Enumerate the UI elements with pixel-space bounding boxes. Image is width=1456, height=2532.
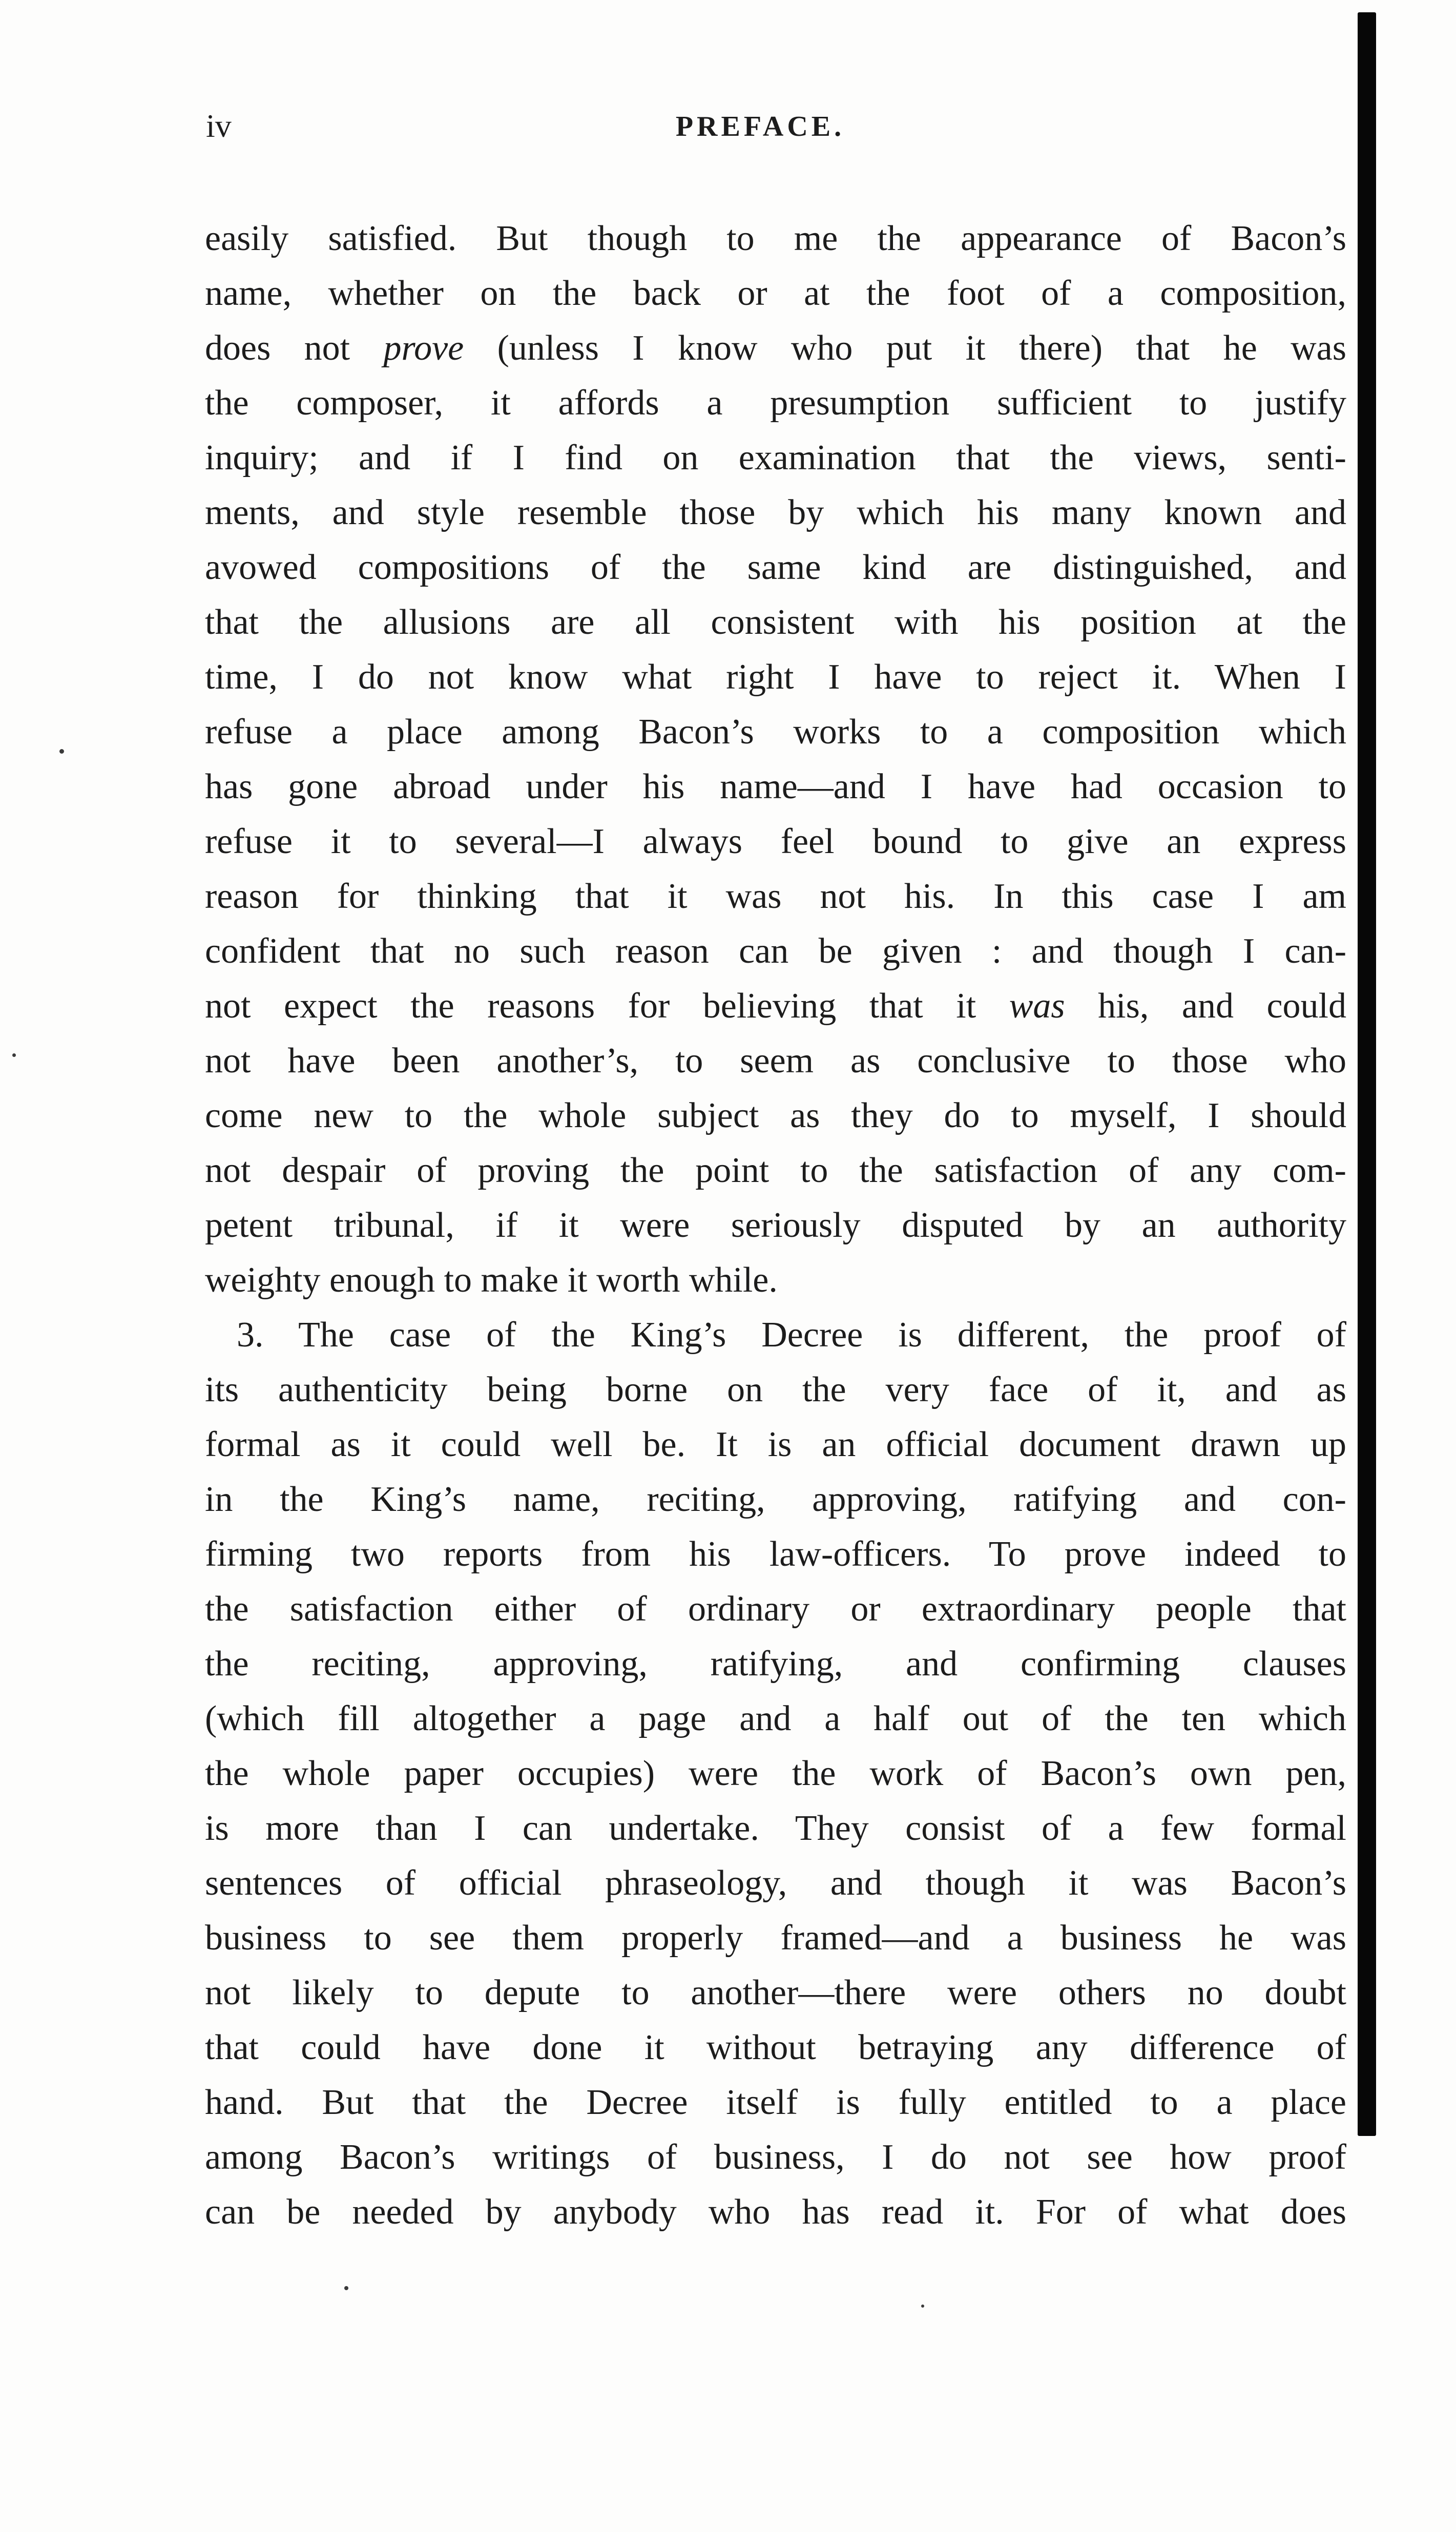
text-line (205, 1801, 1346, 1856)
text-segment: among Bacon’s writings of business, I do not see how proof (205, 2137, 1346, 2177)
text-segment: in the King’s name, reciting, approving, ratifying and con- (205, 1480, 1346, 1519)
text-line (205, 1198, 1346, 1253)
text-line (205, 540, 1346, 595)
text-segment: that the allusions are all consistent with his position at the (205, 603, 1346, 642)
text-segment: avowed compositions of the same kind are distinguished, and (205, 548, 1346, 587)
text-line (205, 2130, 1346, 2185)
text-line (205, 1143, 1346, 1198)
scan-speck (12, 1053, 16, 1057)
text-line (205, 1911, 1346, 1965)
text-line (205, 2075, 1346, 2130)
text-line (205, 2020, 1346, 2075)
text-segment: petent tribunal, if it were seriously disputed by an authority (205, 1206, 1346, 1245)
text-line (205, 1527, 1346, 1582)
text-segment: that could have done it without betraying any difference of (205, 2028, 1346, 2067)
text-line (205, 430, 1346, 485)
text-segment: the composer, it affords a presumption sufficient to justify (205, 383, 1346, 423)
text-block (205, 211, 1346, 2239)
paragraph (205, 1307, 1346, 2239)
italic-text-segment: was (1009, 986, 1065, 1026)
text-line (205, 1746, 1346, 1801)
page-header (205, 105, 1346, 151)
text-line (205, 1033, 1346, 1088)
text-line (205, 1965, 1346, 2020)
text-line (205, 1691, 1346, 1746)
text-line (205, 376, 1346, 430)
text-segment: firming two reports from his law-officers. To prove indeed to (205, 1534, 1346, 1574)
text-line (205, 1253, 1346, 1307)
text-segment: formal as it could well be. It is an official document drawn up (205, 1425, 1346, 1464)
text-line (205, 979, 1346, 1033)
text-segment: its authenticity being borne on the very face of it, and as (205, 1370, 1346, 1409)
text-segment: not expect the reasons for believing that it (205, 986, 1009, 1026)
text-segment: not have been another’s, to seem as conclusive to those who (205, 1041, 1346, 1081)
text-segment: name, whether on the back or at the foot of a composition, (205, 274, 1346, 313)
text-line (205, 1362, 1346, 1417)
text-segment: the whole paper occupies) were the work of Bacon’s own pen, (205, 1754, 1346, 1793)
text-line (205, 924, 1346, 979)
text-segment: reason for thinking that it was not his. In this case I am (205, 877, 1346, 916)
text-line (205, 2185, 1346, 2239)
text-line (205, 211, 1346, 266)
text-line (205, 266, 1346, 321)
scan-edge-bar (1358, 12, 1376, 2136)
italic-text-segment: prove (383, 328, 464, 368)
text-line (205, 869, 1346, 924)
text-segment: (unless I know who put it there) that he was (464, 328, 1346, 368)
text-line (205, 321, 1346, 376)
text-segment: 3. The case of the King’s Decree is different, the proof of (237, 1315, 1346, 1355)
text-line (205, 485, 1346, 540)
text-segment: the reciting, approving, ratifying, and confirming clauses (205, 1644, 1346, 1684)
text-line (205, 1417, 1346, 1472)
text-segment: easily satisfied. But though to me the appearance of Bacon’s (205, 219, 1346, 258)
text-line (205, 814, 1346, 869)
text-segment: not likely to depute to another—there were others no doubt (205, 1973, 1346, 2012)
text-segment: weighty enough to make it worth while. (205, 1260, 778, 1300)
text-line (205, 1582, 1346, 1636)
text-segment: refuse a place among Bacon’s works to a composition which (205, 712, 1346, 752)
text-line (205, 595, 1346, 650)
running-head-title: PREFACE. (675, 111, 845, 142)
page-number: iv (206, 108, 232, 144)
text-segment: has gone abroad under his name—and I have had occasion to (205, 767, 1346, 806)
text-line (205, 704, 1346, 759)
scan-speck (59, 749, 64, 754)
text-segment: the satisfaction either of ordinary or extraordinary people that (205, 1589, 1346, 1629)
text-segment: his, and could (1065, 986, 1346, 1026)
text-line (205, 759, 1346, 814)
scan-speck (921, 2305, 924, 2308)
text-segment: not despair of proving the point to the satisfaction of any com- (205, 1151, 1346, 1190)
text-segment: does not (205, 328, 384, 368)
text-segment: refuse it to several—I always feel bound to give an express (205, 822, 1346, 861)
text-line (205, 1856, 1346, 1911)
text-segment: can be needed by anybody who has read it. For of what does (205, 2192, 1346, 2232)
text-line (205, 1088, 1346, 1143)
text-segment: ments, and style resemble those by which his many known and (205, 493, 1346, 532)
text-segment: time, I do not know what right I have to reject it. When I (205, 657, 1346, 697)
text-segment: is more than I can undertake. They consist of a few formal (205, 1809, 1346, 1848)
text-segment: come new to the whole subject as they do to myself, I should (205, 1096, 1346, 1135)
text-segment: sentences of official phraseology, and though it was Bacon’s (205, 1863, 1346, 1903)
text-segment: hand. But that the Decree itself is fully entitled to a place (205, 2083, 1346, 2122)
text-line (205, 1472, 1346, 1527)
text-segment: confident that no such reason can be given : and though I can- (205, 931, 1346, 971)
paragraph (205, 211, 1346, 1307)
text-line (205, 650, 1346, 704)
text-segment: (which fill altogether a page and a half out of the ten which (205, 1699, 1346, 1738)
text-line (205, 1307, 1346, 1362)
text-segment: business to see them properly framed—and a business he was (205, 1918, 1346, 1958)
text-line (205, 1636, 1346, 1691)
scan-speck (344, 2286, 348, 2290)
text-segment: inquiry; and if I find on examination that the views, senti- (205, 438, 1346, 478)
